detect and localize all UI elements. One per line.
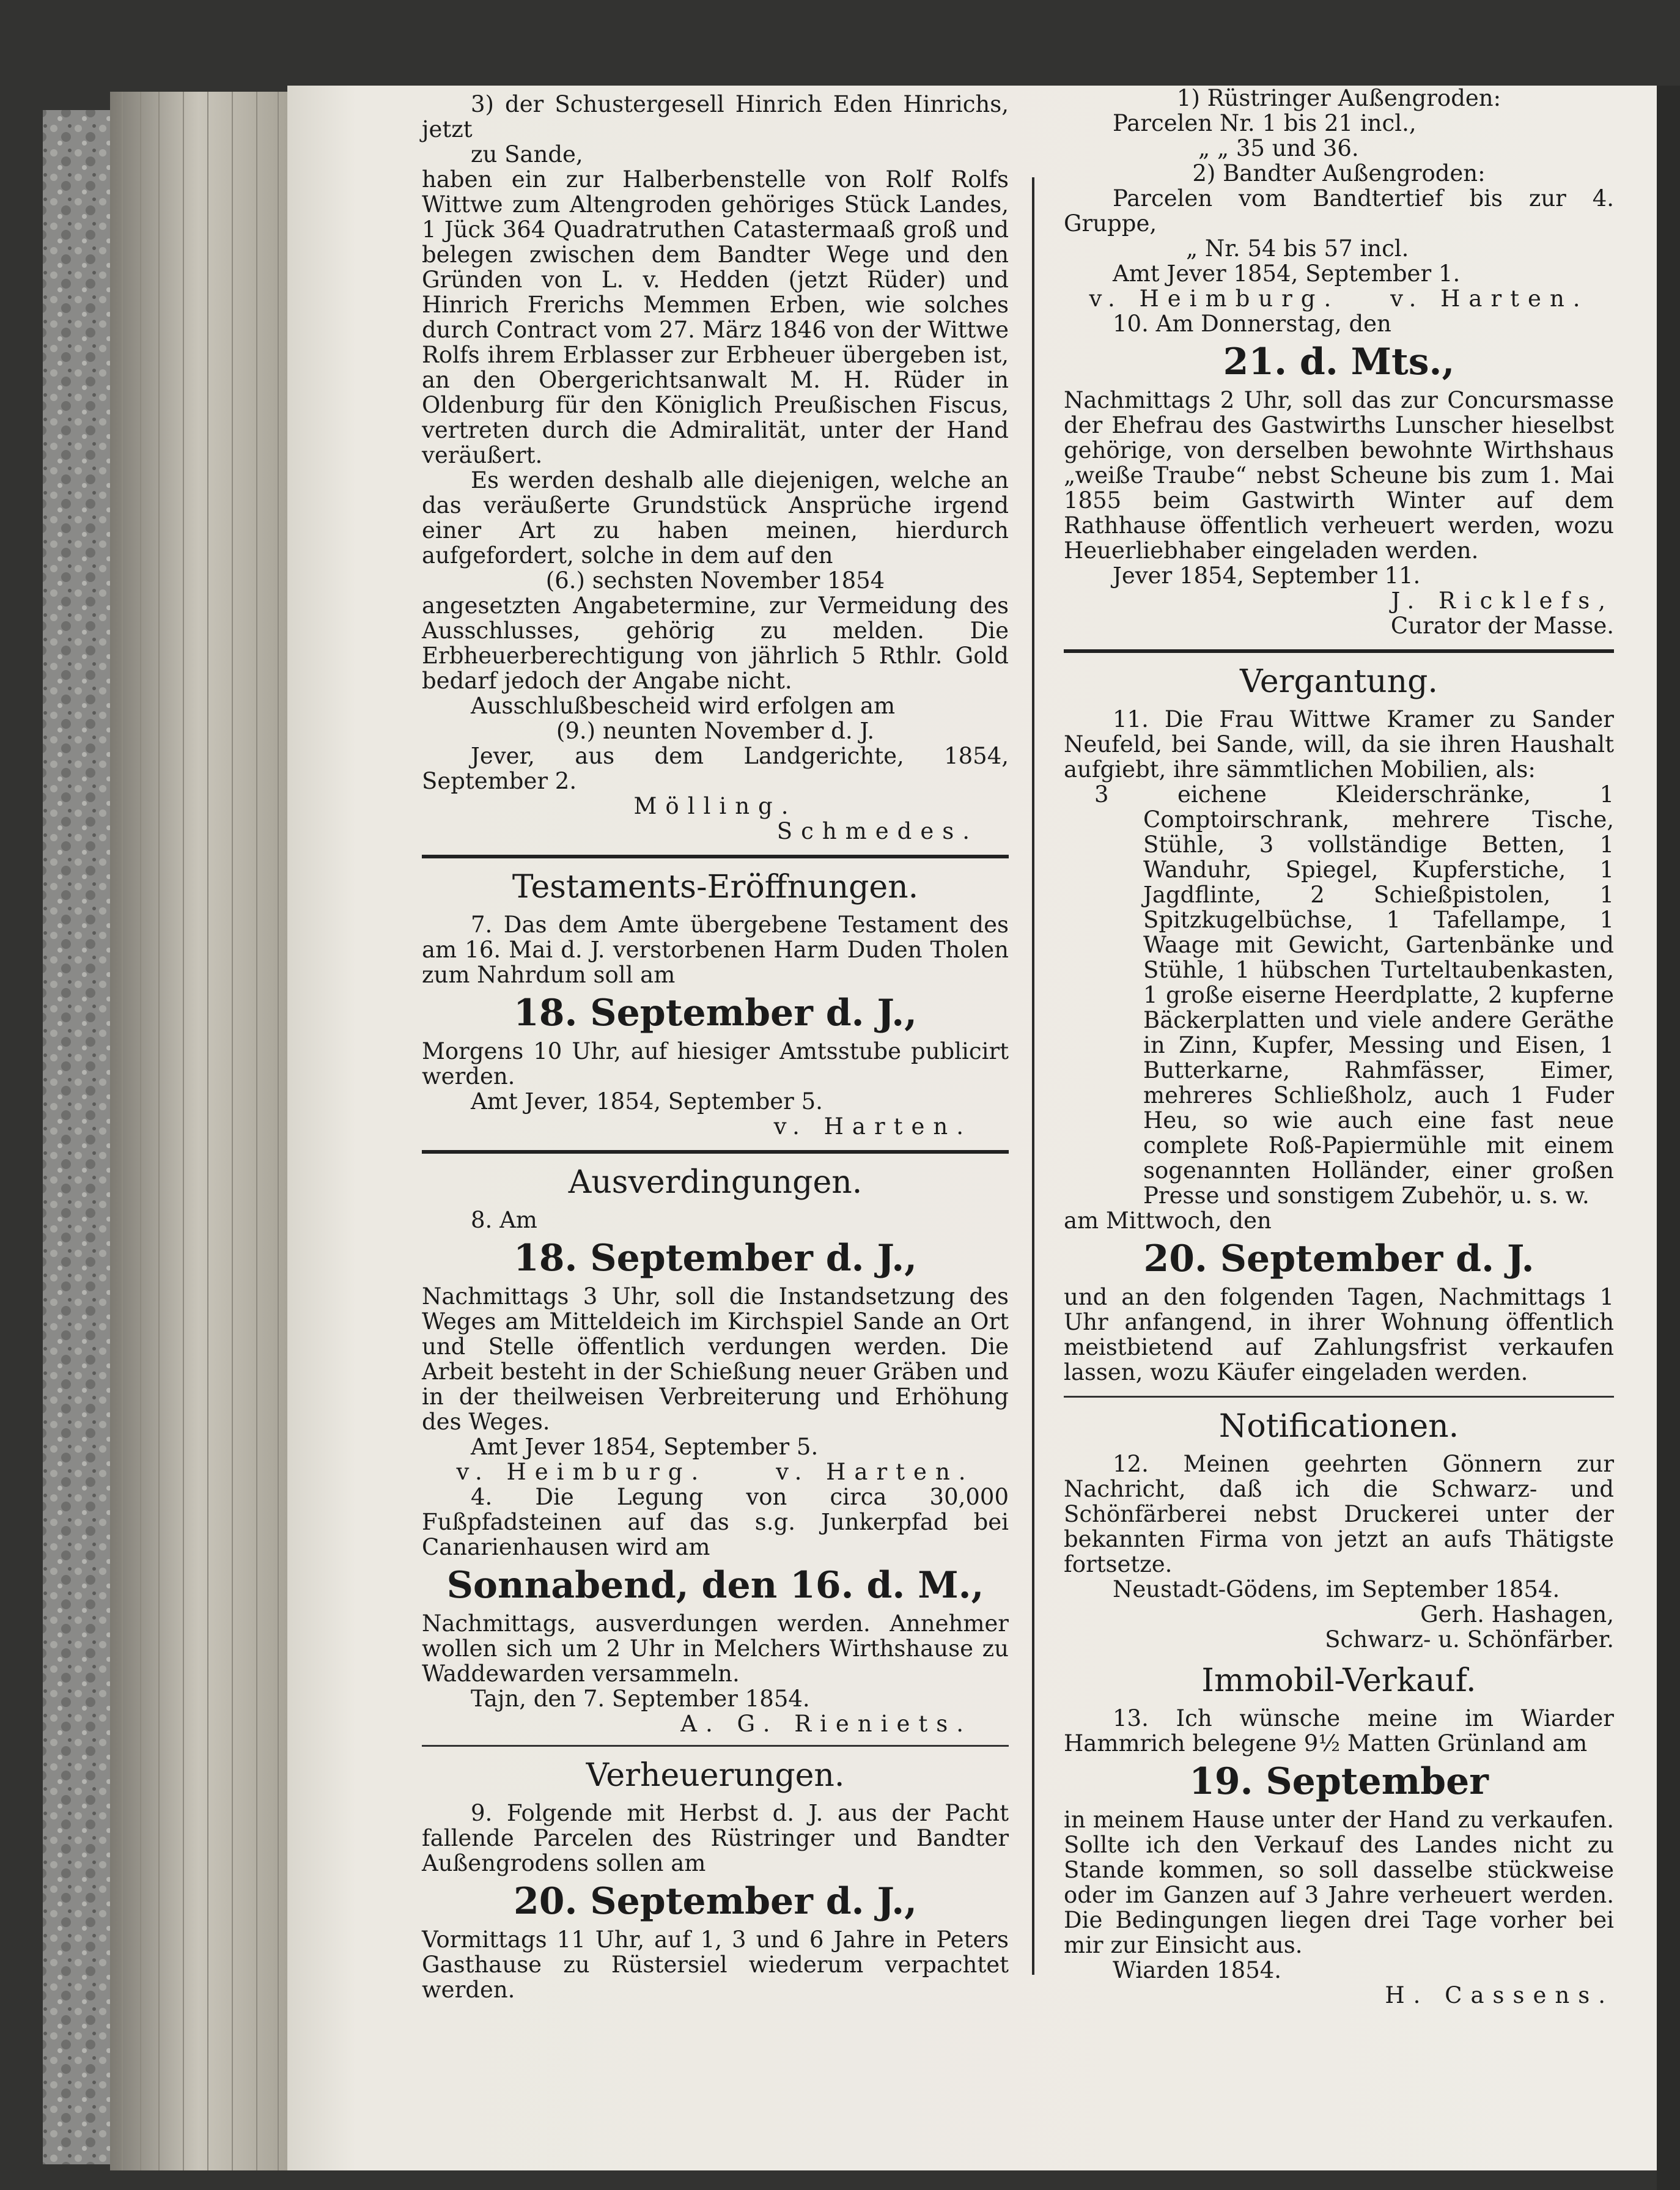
- notice-text: 7. Das dem Amte übergebene Testament des am 16. Mai d. J. verstorbenen Harm Duden Tholen zum Nahrdum soll am: [422, 912, 1009, 988]
- signature-row: [422, 1459, 1009, 1484]
- parcel-line: 2) Bandter Außengroden:: [1192, 160, 1486, 186]
- parcel-line: „ „ 35 und 36.: [1198, 135, 1359, 161]
- notice-text: und an den folgenden Tagen, Nachmittags 1 Uhr anfangend, in ihrer Wohnung öffentlich meistbietend auf Zahlungsfrist verkaufen lassen, wozu Käufer eingeladen werden.: [1064, 1284, 1614, 1385]
- notice-text: am Mittwoch, den: [1064, 1207, 1272, 1234]
- signature: A. G. Rieniets.: [680, 1711, 972, 1737]
- signature: Gerh. Hashagen,: [1420, 1601, 1614, 1628]
- big-date: 21. d. Mts.,: [1223, 341, 1455, 383]
- place-date: Neustadt-Gödens, im September 1854.: [1113, 1576, 1560, 1602]
- signature-role: Curator der Masse.: [1390, 613, 1614, 639]
- place-date: Jever 1854, September 11.: [1113, 562, 1421, 589]
- signature: v. Harten.: [776, 1459, 974, 1485]
- signature: v. Harten.: [773, 1113, 972, 1140]
- heir-line-2: zu Sande,: [471, 141, 583, 168]
- signature: H. Cassens.: [1385, 1982, 1614, 2008]
- right-column: [1064, 86, 1614, 2008]
- signature: Mölling.: [633, 793, 797, 819]
- parcel-line: 1) Rüstringer Außengroden:: [1176, 85, 1501, 111]
- notice-text: in meinem Hause unter der Hand zu verkaufen. Sollte ich den Verkauf des Landes nicht zu Stande kommen, so soll dasselbe stückweise oder im Ganzen auf 3 Jahre verheuert werden. Die Bedingungen liegen drei Tage vorher bei mir zur Einsicht aus.: [1064, 1807, 1614, 1958]
- big-date: 18. September d. J.,: [514, 1237, 917, 1280]
- signature-row: [1064, 286, 1614, 311]
- notice-text: 4. Die Legung von circa 30,000 Fußpfadsteinen auf das s.g. Junkerpfad bei Canarienhausen wird am: [422, 1484, 1009, 1560]
- section-rule: [422, 855, 1009, 858]
- signature: v. Heimburg.: [1089, 286, 1340, 312]
- place-date: Wiarden 1854.: [1113, 1957, 1282, 1983]
- place-date: Tajn, den 7. September 1854.: [471, 1686, 810, 1712]
- signature: v. Heimburg.: [456, 1459, 707, 1485]
- item-list: 3 eichene Kleiderschränke, 1 Comptoirschrank, mehrere Tische, Stühle, 3 vollständige Betten, 1 Wanduhr, Spiegel, Kupferstiche, 1 Jagdflinte, 2 Schießpistolen, 1 Spitzkugelbüchse, 1 Tafellampe, 1 Waage mit Gewicht, Gartenbänke und Stühle, 1 hübschen Turteltaubenkasten, 1 große eiserne Heerdplatte, 2 kupferne Bäckerplatten und viele andere Geräthe in Zinn, Kupfer, Messing und Eisen, 1 Butterkarne, Rahmfässer, Eimer, mehreres Schließholz, auch 1 Fuder Heu, so wie auch eine fast neue complete Roß-Papiermühle mit einem sogenannten Holländer, einer großen Presse und sonstigem Zubehör, u. s. w.: [1094, 781, 1614, 1209]
- signature: Schmedes.: [776, 818, 978, 844]
- notice-text: Nachmittags 2 Uhr, soll das zur Concursmasse der Ehefrau des Gastwirths Lunscher hieselbst gehörige, von derselben bewohnte Wirthshaus „weiße Traube“ nebst Scheune bis zum 1. Mai 1855 beim Gastwirth Winter auf dem Rathhause öffentlich verheuert werden, wozu Heuerliebhaber eingeladen werden.: [1064, 387, 1614, 564]
- left-column: [422, 92, 1009, 2002]
- section-rule: [1064, 1396, 1614, 1398]
- section-rule: [422, 1150, 1009, 1154]
- big-date: 18. September d. J.,: [514, 992, 917, 1034]
- big-date: 20. September d. J.: [1143, 1237, 1534, 1280]
- notice-text: 9. Folgende mit Herbst d. J. aus der Pacht fallende Parcelen des Rüstringer und Bandter Außengrodens sollen am: [422, 1800, 1009, 1876]
- notice-body: haben ein zur Halberbenstelle von Rolf Rolfs Wittwe zum Altengroden gehöriges Stück Landes, 1 Jück 364 Quadratruthen Catastermaaß groß und belegen zwischen dem Bandter Wege und den Gründen von L. v. Hedden (jetzt Rüder) und Hinrich Frerichs Memmen Erben, wie solches durch Contract vom 27. März 1846 von der Wittwe Rolfs ihrem Erblasser zur Erbheuer übergeben ist, an den Obergerichtsanwalt M. H. Rüder in Oldenburg für den Königlich Preußischen Fiscus, vertreten durch die Admiralität, unter der Hand veräußert.: [422, 166, 1009, 468]
- section-title: Verheuerungen.: [586, 1757, 845, 1794]
- signature-role: Schwarz- u. Schönfärber.: [1325, 1626, 1614, 1653]
- date-line: (9.) neunten November d. J.: [556, 718, 875, 744]
- notice-text: 11. Die Frau Wittwe Kramer zu Sander Neufeld, bei Sande, will, da sie ihren Haushalt aufgiebt, ihre sämmtlichen Mobilien, als:: [1064, 706, 1614, 783]
- big-date: 19. September: [1189, 1760, 1489, 1803]
- section-title: Immobil-Verkauf.: [1201, 1662, 1476, 1699]
- signature: J. Ricklefs,: [1391, 588, 1614, 614]
- parcel-line: Parcelen Nr. 1 bis 21 incl.,: [1113, 110, 1417, 136]
- section-rule: [1064, 649, 1614, 653]
- notice-paragraph: Ausschlußbescheid wird erfolgen am: [471, 693, 896, 719]
- place-date: Amt Jever 1854, September 1.: [1113, 260, 1461, 287]
- place-date: Amt Jever 1854, September 5.: [471, 1434, 819, 1460]
- notice-text: 13. Ich wünsche meine im Wiarder Hammrich belegene 9½ Matten Grünland am: [1064, 1705, 1614, 1757]
- notice-text: 12. Meinen geehrten Gönnern zur Nachricht, daß ich die Schwarz- und Schönfärberei nebst Druckerei unter der bekannten Firma von jetzt an aufs Thätigste fortsetze.: [1064, 1451, 1614, 1577]
- parcel-line: Parcelen vom Bandtertief bis zur 4. Gruppe,: [1064, 185, 1614, 237]
- notice-text: Vormittags 11 Uhr, auf 1, 3 und 6 Jahre in Peters Gasthause zu Rüstersiel wiederum verpachtet werden.: [422, 1926, 1009, 2003]
- notice-paragraph: angesetzten Angabetermine, zur Vermeidung des Ausschlusses, gehörig zu melden. Die Erbheuerberechtigung von jährlich 5 Rthlr. Gold bedarf jedoch der Angabe nicht.: [422, 592, 1009, 694]
- notice-text: Nachmittags 3 Uhr, soll die Instandsetzung des Weges am Mitteldeich im Kirchspiel Sande an Ort und Stelle öffentlich verdungen werden. Die Arbeit besteht in der Schießung neuer Gräben und in der theilweisen Verbreiterung und Erhöhung des Weges.: [422, 1283, 1009, 1435]
- big-date: Sonnabend, den 16. d. M.,: [446, 1564, 984, 1607]
- place-date: Jever, aus dem Landgerichte, 1854, September 2.: [422, 743, 1009, 794]
- section-title: Notificationen.: [1218, 1408, 1459, 1445]
- notice-number: 8. Am: [471, 1207, 537, 1233]
- notice-text: Nachmittags, ausverdungen werden. Annehmer wollen sich um 2 Uhr in Melchers Wirthshause zu Waddewarden versammeln.: [422, 1610, 1009, 1687]
- section-title: Ausverdingungen.: [568, 1164, 863, 1201]
- notice-number: 10. Am Donnerstag, den: [1113, 311, 1391, 337]
- notice-text: Morgens 10 Uhr, auf hiesiger Amtsstube publicirt werden.: [422, 1038, 1009, 1089]
- signature: v. Harten.: [1390, 286, 1589, 312]
- notice-paragraph: Es werden deshalb alle diejenigen, welche an das veräußerte Grundstück Ansprüche irgend einer Art zu haben meinen, hierdurch aufgefordert, solche in dem auf den: [422, 467, 1009, 569]
- big-date: 20. September d. J.,: [514, 1880, 917, 1923]
- section-rule: [422, 1745, 1009, 1747]
- date-line: (6.) sechsten November 1854: [545, 567, 885, 594]
- place-date: Amt Jever, 1854, September 5.: [471, 1088, 823, 1115]
- parcel-line: „ Nr. 54 bis 57 incl.: [1186, 235, 1409, 262]
- heir-line: 3) der Schustergesell Hinrich Eden Hinrichs, jetzt: [422, 91, 1009, 142]
- section-title: Vergantung.: [1240, 663, 1438, 700]
- column-divider: [1032, 177, 1034, 1975]
- section-title: Testaments-Eröffnungen.: [512, 869, 919, 905]
